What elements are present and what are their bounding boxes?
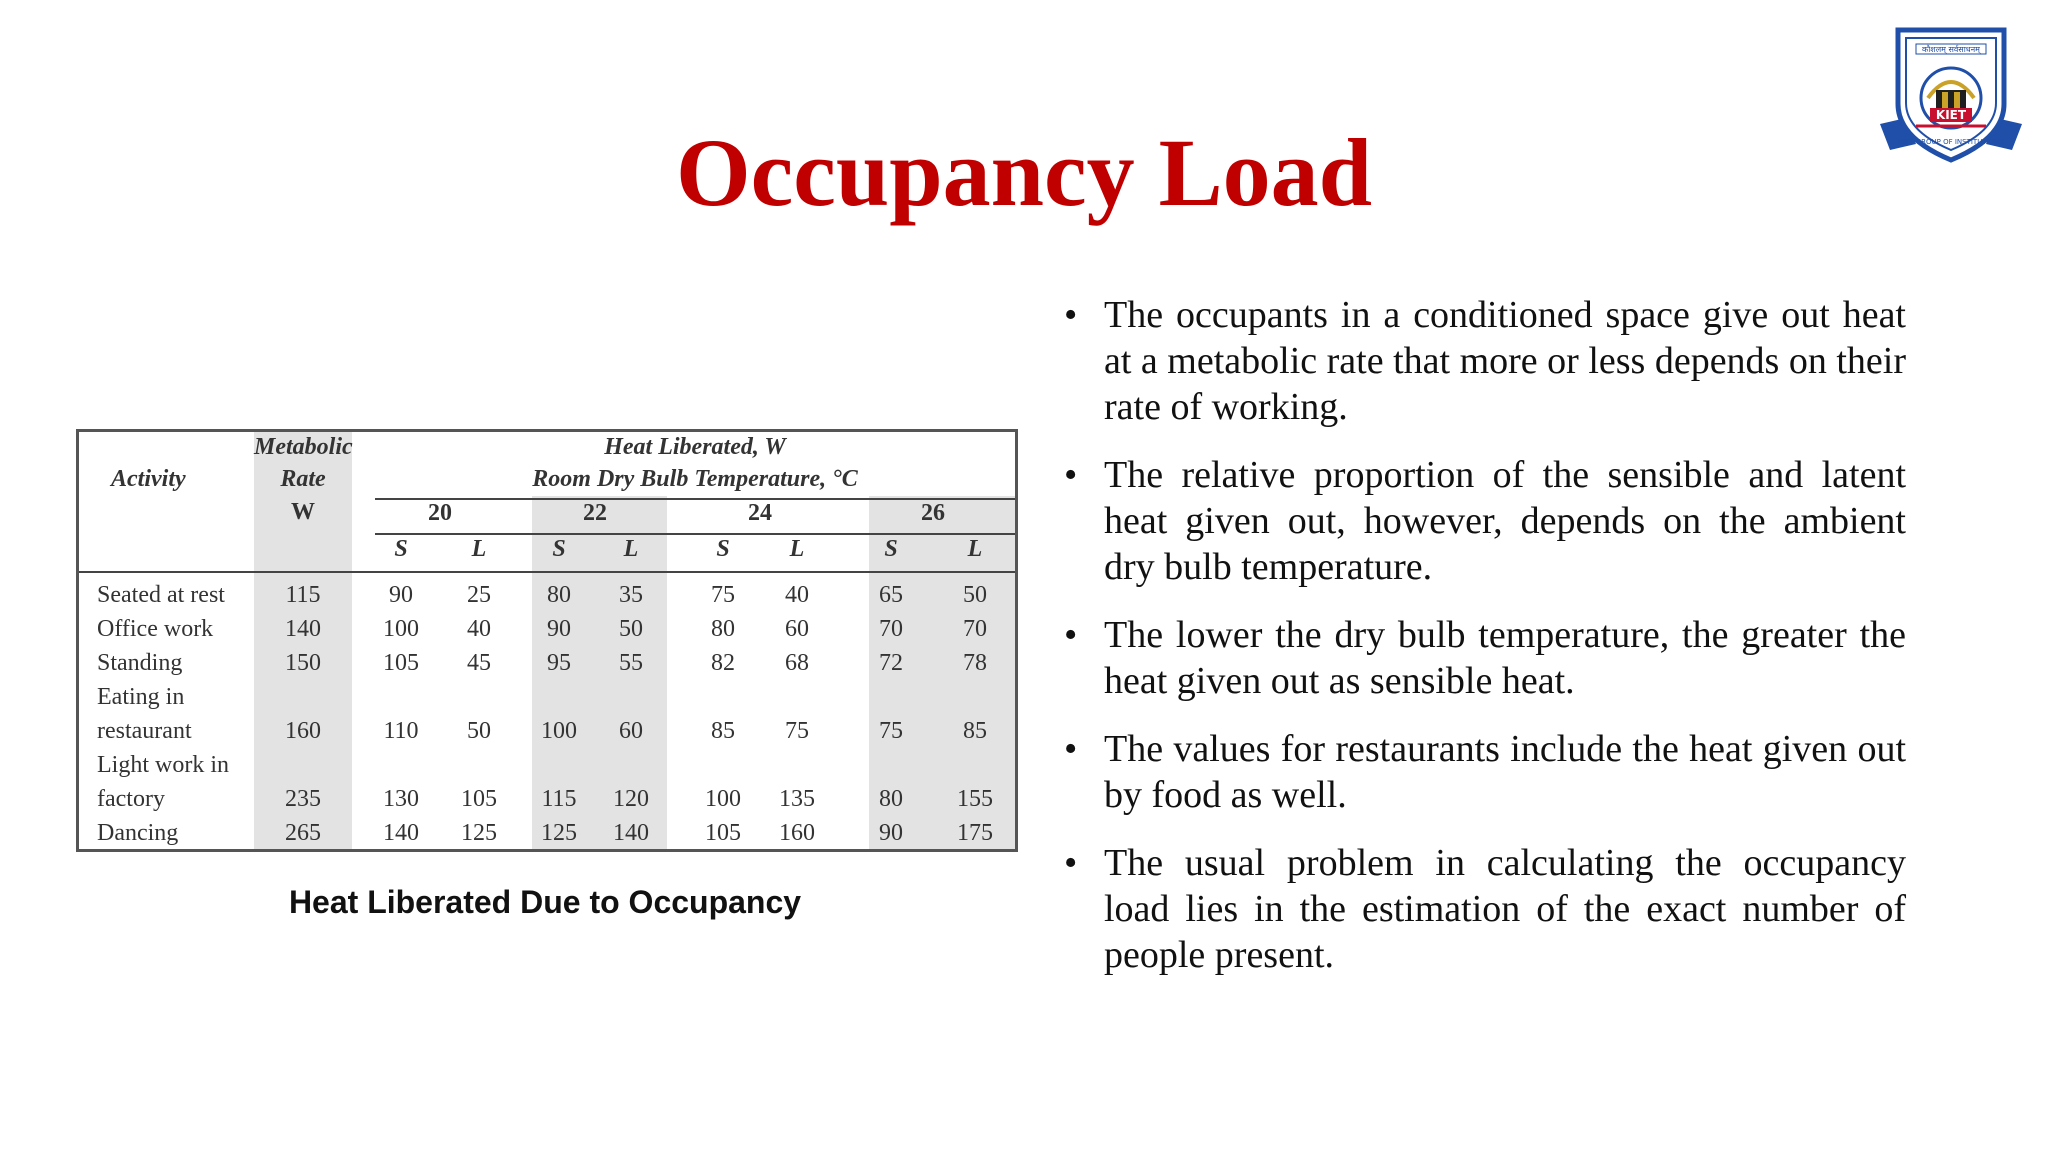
slide-title: Occupancy Load xyxy=(675,119,1373,226)
activity-label: Standing xyxy=(97,650,183,676)
latent-heat-cell: 140 xyxy=(613,820,649,846)
latent-heat-cell: 35 xyxy=(619,582,643,608)
latent-heat-cell: 105 xyxy=(461,786,497,812)
latent-heat-cell: 60 xyxy=(619,718,643,744)
bullet-dot: • xyxy=(1064,842,1078,884)
bullet-dot: • xyxy=(1064,294,1078,336)
metabolic-rate-cell: 235 xyxy=(285,786,321,812)
kiet-logo xyxy=(1876,26,2026,166)
header-latent: L xyxy=(623,536,639,562)
header-sensible: S xyxy=(884,536,898,562)
latent-heat-cell: 50 xyxy=(467,718,491,744)
header-heat-subtitle: Room Dry Bulb Temperature, °C xyxy=(532,466,858,492)
sensible-heat-cell: 90 xyxy=(547,616,571,642)
sensible-heat-cell: 82 xyxy=(711,650,735,676)
logo-motto: कौशलम् सर्वसाधनम् xyxy=(1922,45,1980,54)
header-sensible: S xyxy=(716,536,730,562)
sensible-heat-cell: 100 xyxy=(383,616,419,642)
sensible-heat-cell: 80 xyxy=(879,786,903,812)
sensible-heat-cell: 105 xyxy=(383,650,419,676)
metabolic-rate-cell: 140 xyxy=(285,616,321,642)
activity-label: Dancing xyxy=(97,820,179,846)
table-caption: Heat Liberated Due to Occupancy xyxy=(288,884,802,920)
latent-heat-cell: 160 xyxy=(779,820,815,846)
header-sensible: S xyxy=(552,536,566,562)
latent-heat-cell: 175 xyxy=(957,820,993,846)
bullet-item xyxy=(1064,840,1906,978)
bullet-dot: • xyxy=(1064,454,1078,496)
latent-heat-cell: 120 xyxy=(613,786,649,812)
occupancy-heat-table xyxy=(76,429,1018,852)
bullet-dot: • xyxy=(1064,728,1078,770)
latent-heat-cell: 40 xyxy=(467,616,491,642)
bullet-text: The usual problem in calculating the occupancy load lies in the estimation of the exact number of people present. xyxy=(1104,842,1906,976)
sensible-heat-cell: 80 xyxy=(547,582,571,608)
metabolic-rate-cell: 115 xyxy=(285,582,321,608)
activity-label: factory xyxy=(97,786,165,812)
header-metabolic-3: W xyxy=(291,499,315,525)
latent-heat-cell: 135 xyxy=(779,786,815,812)
header-latent: L xyxy=(967,536,983,562)
latent-heat-cell: 25 xyxy=(467,582,491,608)
bullet-text: The lower the dry bulb temperature, the greater the heat given out as sensible heat. xyxy=(1104,614,1906,702)
sensible-heat-cell: 100 xyxy=(705,786,741,812)
header-temp-24: 24 xyxy=(748,500,772,526)
header-rule-3 xyxy=(79,571,1015,573)
metabolic-rate-cell: 160 xyxy=(285,718,321,744)
bullet-text: The relative proportion of the sensible and latent heat given out, however, depends on the ambient dry bulb temperature. xyxy=(1104,454,1906,588)
latent-heat-cell: 125 xyxy=(461,820,497,846)
sensible-heat-cell: 85 xyxy=(711,718,735,744)
latent-heat-cell: 155 xyxy=(957,786,993,812)
header-temp-22: 22 xyxy=(583,500,607,526)
bullet-dot: • xyxy=(1064,614,1078,656)
latent-heat-cell: 60 xyxy=(785,616,809,642)
sensible-heat-cell: 70 xyxy=(879,616,903,642)
sensible-heat-cell: 75 xyxy=(879,718,903,744)
bullet-item xyxy=(1064,726,1906,818)
activity-label: Seated at rest xyxy=(97,582,225,608)
header-sensible: S xyxy=(394,536,408,562)
header-metabolic-1: Metabolic xyxy=(254,434,353,460)
sensible-heat-cell: 105 xyxy=(705,820,741,846)
logo-ring-text: KIET GROUP OF INSTITUTIONS xyxy=(1898,138,2004,146)
bullet-item xyxy=(1064,292,1906,430)
latent-heat-cell: 45 xyxy=(467,650,491,676)
sensible-heat-cell: 65 xyxy=(879,582,903,608)
latent-heat-cell: 70 xyxy=(963,616,987,642)
latent-heat-cell: 78 xyxy=(963,650,987,676)
header-activity: Activity xyxy=(111,466,186,492)
latent-heat-cell: 68 xyxy=(785,650,809,676)
bullet-item xyxy=(1064,452,1906,590)
sensible-heat-cell: 115 xyxy=(541,786,577,812)
header-latent: L xyxy=(789,536,805,562)
metabolic-rate-cell: 150 xyxy=(285,650,321,676)
header-temp-20: 20 xyxy=(428,500,452,526)
header-heat-title: Heat Liberated, W xyxy=(604,434,786,460)
bullet-text: The values for restaurants include the heat given out by food as well. xyxy=(1104,728,1906,816)
latent-heat-cell: 50 xyxy=(963,582,987,608)
sensible-heat-cell: 90 xyxy=(879,820,903,846)
latent-heat-cell: 55 xyxy=(619,650,643,676)
header-latent: L xyxy=(471,536,487,562)
latent-heat-cell: 85 xyxy=(963,718,987,744)
sensible-heat-cell: 90 xyxy=(389,582,413,608)
bullet-text: The occupants in a conditioned space give out heat at a metabolic rate that more or less depends on their rate of working. xyxy=(1104,294,1906,428)
sensible-heat-cell: 110 xyxy=(383,718,419,744)
header-metabolic-2: Rate xyxy=(280,466,326,492)
latent-heat-cell: 75 xyxy=(785,718,809,744)
bullet-list xyxy=(1064,292,1906,1000)
sensible-heat-cell: 140 xyxy=(383,820,419,846)
activity-label: restaurant xyxy=(97,718,192,744)
sensible-heat-cell: 72 xyxy=(879,650,903,676)
activity-label: Office work xyxy=(97,616,214,642)
sensible-heat-cell: 100 xyxy=(541,718,577,744)
metabolic-rate-cell: 265 xyxy=(285,820,321,846)
sensible-heat-cell: 125 xyxy=(541,820,577,846)
sensible-heat-cell: 80 xyxy=(711,616,735,642)
sensible-heat-cell: 130 xyxy=(383,786,419,812)
header-rule-2 xyxy=(375,533,1015,535)
sensible-heat-cell: 75 xyxy=(711,582,735,608)
header-temp-26: 26 xyxy=(921,500,945,526)
latent-heat-cell: 50 xyxy=(619,616,643,642)
latent-heat-cell: 40 xyxy=(785,582,809,608)
sensible-heat-cell: 95 xyxy=(547,650,571,676)
bullet-item xyxy=(1064,612,1906,704)
activity-label: Light work in xyxy=(97,752,229,778)
activity-label: Eating in xyxy=(97,684,185,710)
logo-name: KIET xyxy=(1935,108,1967,122)
